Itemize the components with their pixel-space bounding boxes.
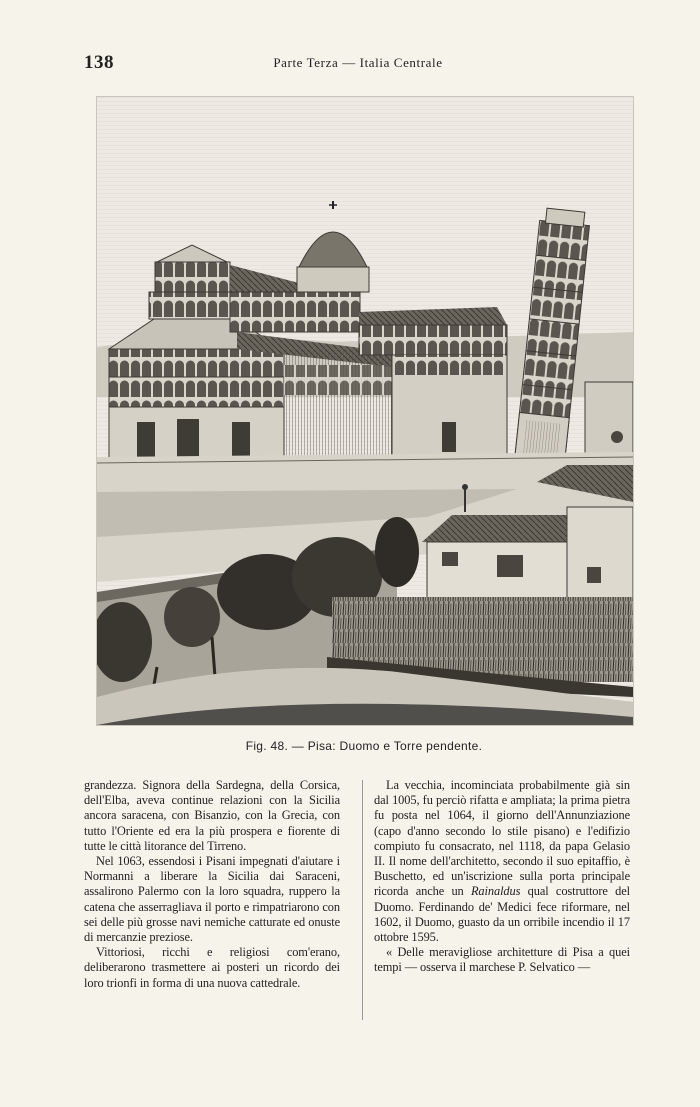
page-header (84, 52, 632, 74)
paragraph-text: La vecchia, incominciata probabilmente già sin dal 1005, fu perciò rifatta e ampliata; la prima pietra fu posta nel 1064, il giorno dell'Annunziazione (capo d'anno secondo lo stile pisano) e l'edifizio compiuto fu consacrato, nel 1118, da papa Gelasio II. Il nome dell'architetto, secondo il suo epitaffio, è Buschetto, ed un'iscrizione sulla porta principale ricorda anche un (374, 778, 630, 899)
paragraph-text: qual costruttore del Duomo. Ferdinando de' Medici fece riformare, nel 1602, il Duomo, guasto da un orribile incendio il 17 ottobre 1595. (374, 884, 630, 945)
paragraph (374, 778, 630, 945)
page-number: 138 (84, 52, 114, 73)
left-column (84, 778, 340, 991)
column-divider (362, 780, 363, 1020)
running-title: Parte Terza — Italia Centrale (273, 55, 443, 70)
engraving-illustration (96, 96, 634, 726)
paragraph: « Delle meravigliose architetture di Pisa a quei tempi — osserva il marchese P. Selvatico — (374, 945, 630, 975)
paragraph: Vittoriosi, ricchi e religiosi com'erano, deliberarono trasmettere ai posteri un ricordo dei loro trionfi in forma di una nuova cattedrale. (84, 945, 340, 990)
paragraph: Nel 1063, essendosi i Pisani impegnati d'aiutare i Normanni a liberare la Sicilia dai Saraceni, assalirono Palermo con la loro squadra, ruppero la catena che asserragliava il porto e rimpatriarono con sei delle più grosse navi nemiche catturate ed onuste di mercanzie preziose. (84, 854, 340, 945)
figure-caption: Fig. 48. — Pisa: Duomo e Torre pendente. (245, 739, 483, 753)
paragraph: grandezza. Signora della Sardegna, della Corsica, dell'Elba, aveva continue relazioni con la Sicilia ancora saracena, con Bisanzio, con la Grecia, con tutto l'Oriente ed era la più prospera e fiorente di tutte le città litorance del Tirreno. (84, 778, 340, 853)
right-column (374, 778, 630, 976)
italic-name: Rainaldus (470, 884, 521, 899)
duomo-tower-engraving (97, 97, 633, 725)
